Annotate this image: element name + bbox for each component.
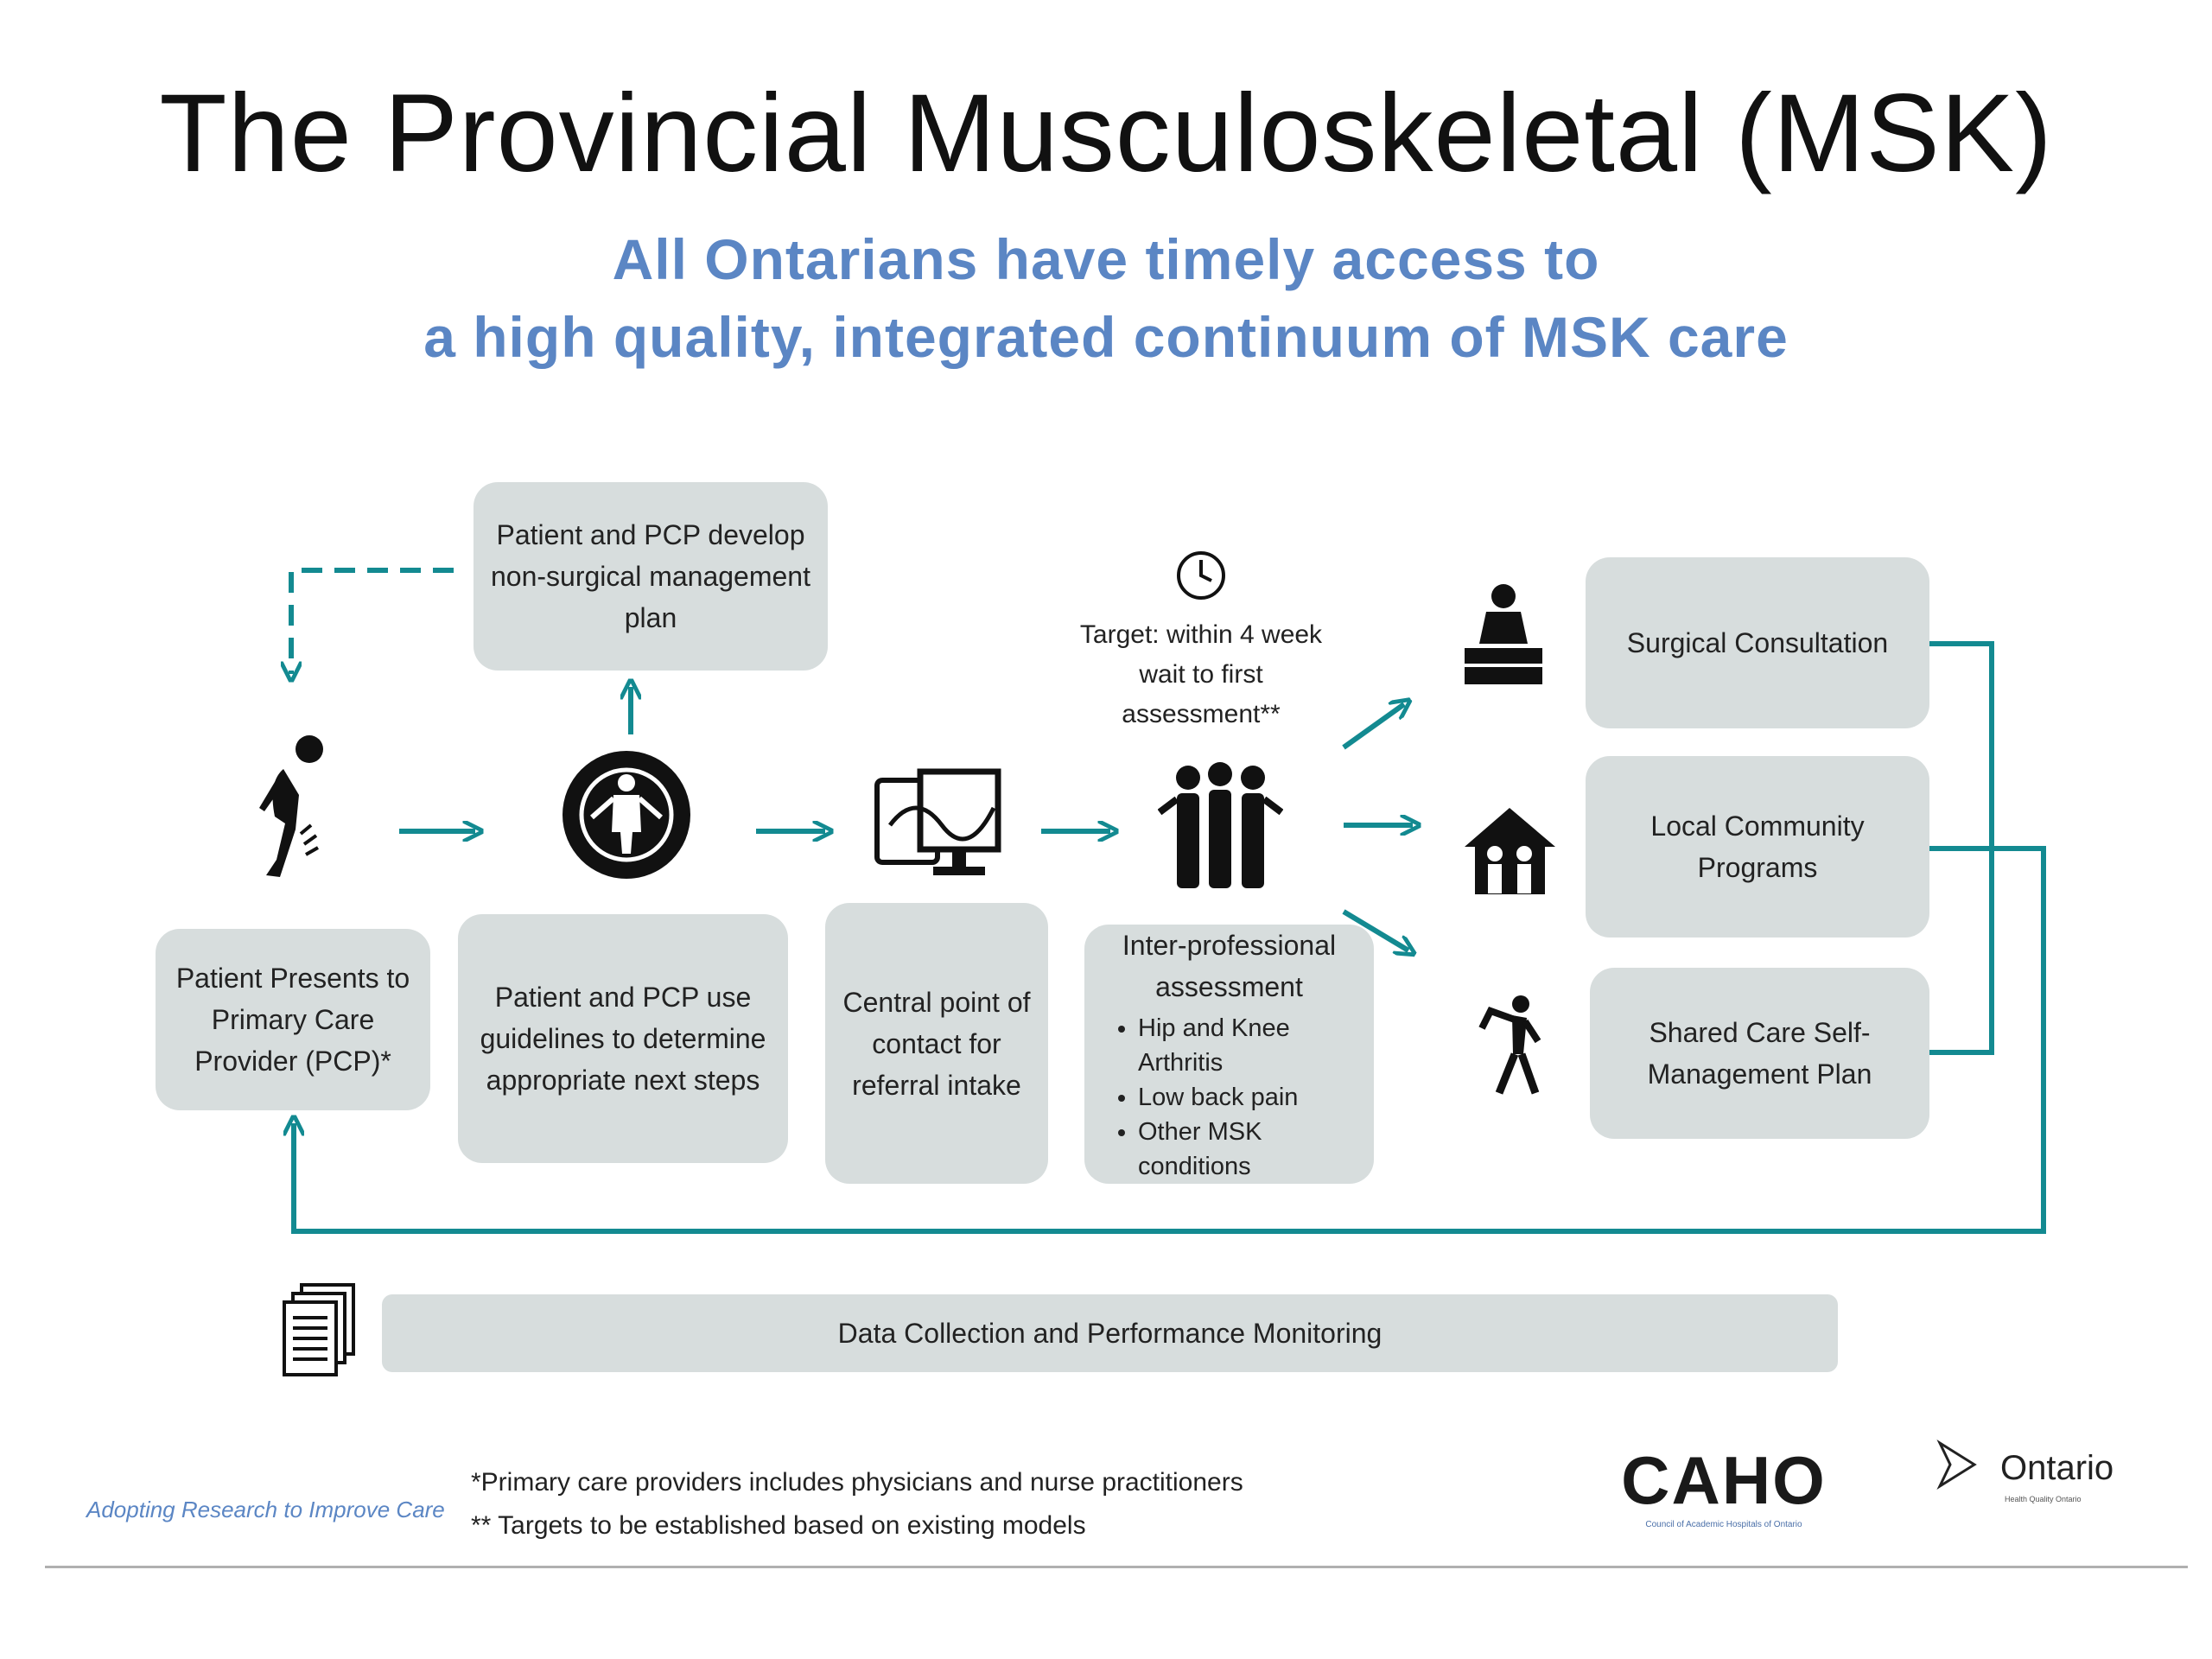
box-central-point: Central point of contact for referral intake: [825, 903, 1048, 1184]
interprofessional-list: [1100, 1011, 1358, 1184]
caho-logo: [1616, 1441, 1832, 1529]
subtitle-line-1: All Ontarians have timely access to: [612, 227, 1600, 291]
box-shared-care: Shared Care Self-Management Plan: [1590, 968, 1929, 1139]
dashed-return-arrow: [291, 570, 454, 674]
clock-icon: [1175, 550, 1227, 601]
list-item: • Hip and Knee Arthritis: [1138, 1011, 1358, 1080]
caho-logo-text: CAHO: [1621, 1442, 1827, 1518]
page-title: The Provincial Musculoskeletal (MSK): [159, 72, 2053, 195]
trillium-icon: [1931, 1439, 1983, 1491]
box-surgical-consultation: Surgical Consultation: [1586, 557, 1929, 728]
footnote-1: *Primary care providers includes physicians and nurse practitioners: [471, 1468, 1243, 1497]
box-interprofessional: [1084, 925, 1374, 1184]
ontario-logo-text: Ontario: [2000, 1449, 2114, 1487]
box-community-programs: Local Community Programs: [1586, 756, 1929, 938]
list-item: • Other MSK conditions: [1138, 1115, 1358, 1184]
documents-icon: [281, 1283, 359, 1378]
patient-pain-icon: [242, 730, 337, 881]
referral-computer-icon: [873, 765, 1007, 886]
box-guidelines: Patient and PCP use guidelines to determine appropriate next steps: [458, 914, 788, 1163]
subtitle-line-2: a high quality, integrated continuum of MSK care: [423, 305, 1789, 369]
box-patient-presents: Patient Presents to Primary Care Provider (PCP)*: [156, 929, 430, 1110]
list-item: • Low back pain: [1138, 1080, 1358, 1115]
caho-logo-subtext: Council of Academic Hospitals of Ontario: [1645, 1520, 1802, 1529]
box-data-collection: Data Collection and Performance Monitoring: [382, 1294, 1838, 1372]
footnote-2: ** Targets to be established based on existing models: [471, 1511, 1086, 1540]
wait-time-target: Target: within 4 week wait to first assessment**: [1079, 620, 1323, 728]
tagline: Adopting Research to Improve Care: [86, 1497, 445, 1522]
surgeon-icon: [1460, 579, 1547, 687]
interprofessional-title: Inter-professional assessment: [1122, 930, 1337, 1002]
branch-arrow-up: [1344, 704, 1404, 747]
community-home-icon: [1460, 804, 1560, 899]
box-nonsurgical-plan: Patient and PCP develop non-surgical management plan: [474, 482, 828, 671]
ontario-logo-subtext: Health Quality Ontario: [2005, 1495, 2082, 1503]
doctor-examination-icon: [562, 750, 691, 880]
care-team-group-icon: [1158, 760, 1283, 890]
footer-divider: [45, 1566, 2188, 1568]
exercise-person-icon: [1473, 994, 1547, 1097]
